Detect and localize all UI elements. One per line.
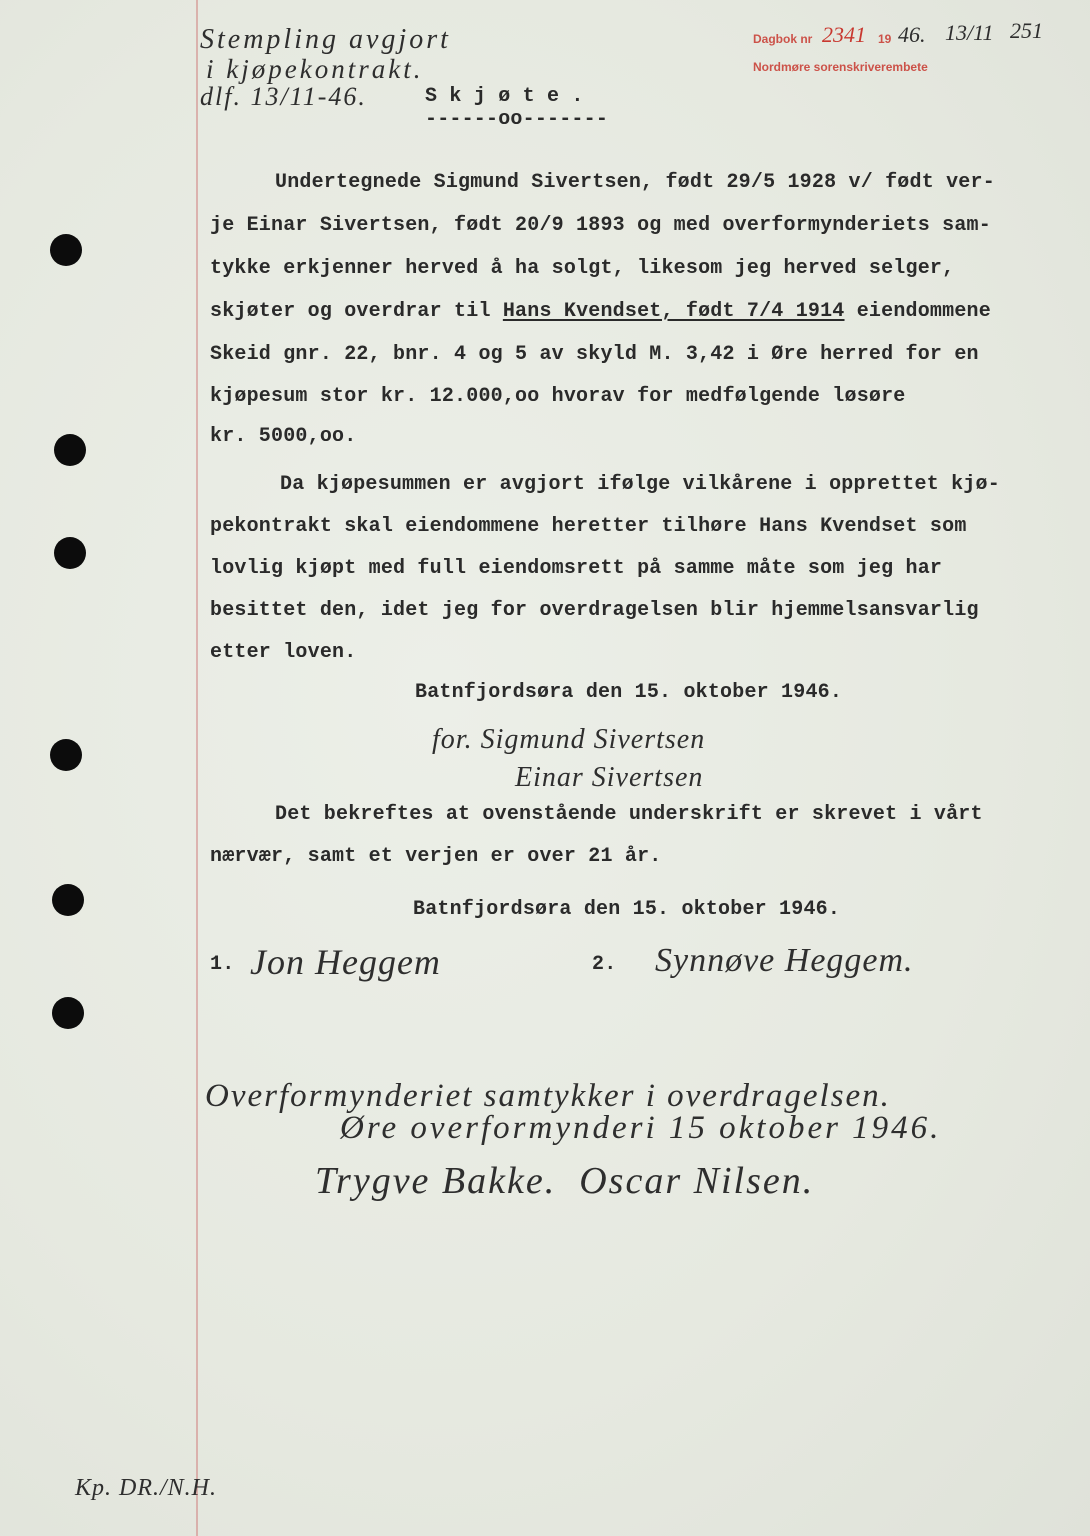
punch-hole — [50, 739, 82, 771]
stamp-year-prefix: 19 — [878, 32, 892, 46]
margin-note-line3: dlf. 13/11-46. — [200, 82, 367, 111]
body-line: pekontrakt skal eiendommene heretter tilhøre Hans Kvendset som — [210, 515, 967, 538]
guardian-signatures: Trygve Bakke. Oscar Nilsen. — [315, 1160, 815, 1202]
seller-signature-1: for. Sigmund Sivertsen — [432, 724, 706, 755]
punch-hole — [52, 997, 84, 1029]
stamp-number: 2341 — [822, 22, 866, 47]
body-line: etter loven. — [210, 641, 357, 664]
stamp-office: Nordmøre sorenskriverembete — [753, 60, 928, 74]
punch-hole — [50, 234, 82, 266]
body-line-start: skjøter og overdrar til — [210, 300, 503, 323]
guardian-consent-line1: Overformynderiet samtykker i overdragelsen. — [205, 1078, 891, 1114]
body-line: Skeid gnr. 22, bnr. 4 og 5 av skyld M. 3,42 i Øre herred for en — [210, 343, 979, 366]
body-line: lovlig kjøpt med full eiendomsrett på samme måte som jeg har — [210, 557, 943, 580]
body-line: besittet den, idet jeg for overdragelsen blir hjemmelsansvarlig — [210, 599, 979, 622]
red-margin-line — [196, 0, 198, 1536]
seller-signature-2: Einar Sivertsen — [515, 762, 704, 793]
margin-note-line1: Stempling avgjort — [200, 24, 451, 55]
title-rule: ------oo------- — [425, 108, 609, 131]
punch-hole — [54, 537, 86, 569]
stamp-year: 46. — [898, 22, 926, 47]
body-line: je Einar Sivertsen, født 20/9 1893 og med overformynderiets sam- — [210, 214, 991, 237]
witness-number-1: 1. — [210, 953, 235, 976]
document-title: S k j ø t e . — [425, 85, 584, 108]
buyer-name: Hans Kvendset, født 7/4 1914 — [502, 300, 845, 323]
witness-number-2: 2. — [592, 953, 617, 976]
punch-hole — [52, 884, 84, 916]
body-line: kjøpesum stor kr. 12.000,oo hvorav for medfølgende løsøre — [210, 385, 906, 408]
page-number: 251 — [1010, 18, 1043, 43]
footer-note: Kp. DR./N.H. — [75, 1475, 218, 1501]
witness-signature-1: Jon Heggem — [250, 942, 441, 982]
body-line-buyer — [210, 300, 991, 324]
witness-line: nærvær, samt et verjen er over 21 år. — [210, 845, 662, 868]
body-line: kr. 5000,oo. — [210, 425, 357, 448]
punch-hole — [54, 434, 86, 466]
place-date: Batnfjordsøra den 15. oktober 1946. — [415, 681, 843, 704]
body-line-end: eiendommene — [844, 300, 991, 323]
witness-place-date: Batnfjordsøra den 15. oktober 1946. — [413, 898, 841, 921]
guardian-consent-line2: Øre overformynderi 15 oktober 1946. — [340, 1110, 942, 1146]
body-line: Undertegnede Sigmund Sivertsen, født 29/5 1928 v/ født ver- — [275, 171, 995, 194]
stamp-label: Dagbok nr — [753, 32, 813, 46]
stamp-date: 13/11 — [945, 20, 994, 45]
body-line: Da kjøpesummen er avgjort ifølge vilkårene i opprettet kjø- — [280, 473, 1000, 496]
witness-signature-2: Synnøve Heggem. — [655, 942, 914, 979]
body-line: tykke erkjenner herved å ha solgt, likesom jeg herved selger, — [210, 257, 955, 280]
witness-line: Det bekreftes at ovenstående underskrift er skrevet i vårt — [275, 803, 983, 826]
margin-note-line2: i kjøpekontrakt. — [206, 54, 424, 84]
